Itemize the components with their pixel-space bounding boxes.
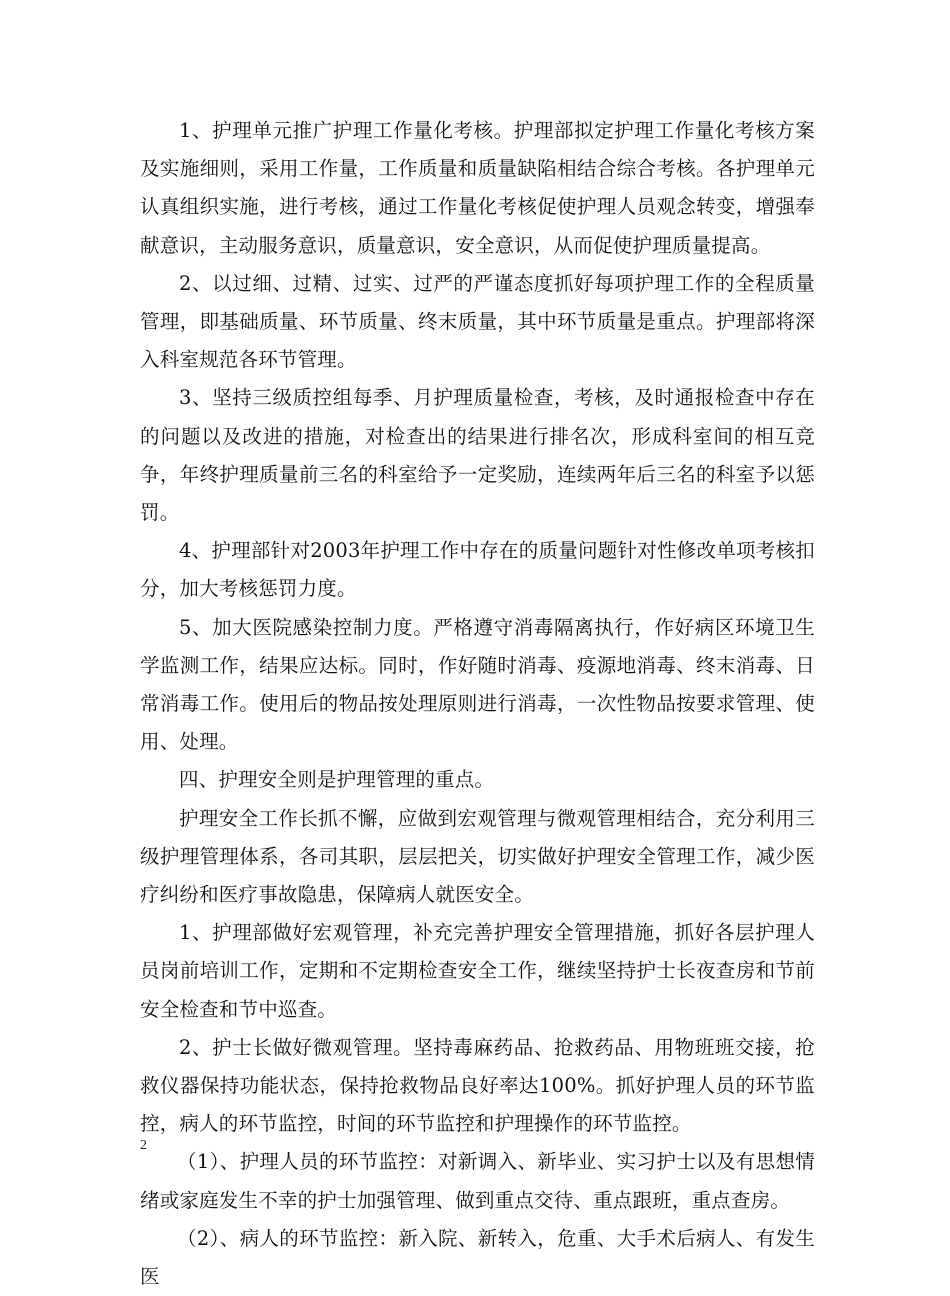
paragraph-1: 1、护理单元推广护理工作量化考核。护理部拟定护理工作量化考核方案及实施细则，采用工作量，工作质量和质量缺陷相结合综合考核。各护理单元认真组织实施，进行考核，通过工作量化考核促使护理人员观念转变，增强奉献意识，主动服务意识，质量意识，安全意识，从而促使护理质量提高。: [140, 119, 815, 257]
paragraph-9: 2、护士长做好微观管理。坚持毒麻药品、抢救药品、用物班班交接，抢救仪器保持功能状态，保持抢救物品良好率达100%。抓好护理人员的环节监控，病人的环节监控，时间的环节监控和护理操作的环节监控。: [140, 1035, 815, 1136]
paragraph-11: （2）、病人的环节监控：新入院、新转入，危重、大手术后病人、有发生医: [140, 1226, 815, 1289]
paragraph-5: 5、加大医院感染控制力度。严格遵守消毒隔离执行，作好病区环境卫生学监测工作，结果应达标。同时，作好随时消毒、疫源地消毒、终末消毒、日常消毒工作。使用后的物品按处理原则进行消毒，一次性物品按要求管理、使用、处理。: [140, 615, 815, 754]
paragraph-7: 护理安全工作长抓不懈，应做到宏观管理与微观管理相结合，充分利用三级护理管理体系，各司其职，层层把关，切实做好护理安全管理工作，减少医疗纠纷和医疗事故隐患，保障病人就医安全。: [140, 806, 815, 907]
paragraph-10: （1）、护理人员的环节监控：对新调入、新毕业、实习护士以及有思想情绪或家庭发生不幸的护士加强管理、做到重点交待、重点跟班，重点查房。: [140, 1150, 815, 1212]
paragraph-4: 4、护理部针对2003年护理工作中存在的质量问题针对性修改单项考核扣分，加大考核惩罚力度。: [140, 539, 815, 601]
paragraph-8: 1、护理部做好宏观管理，补充完善护理安全管理措施，抓好各层护理人员岗前培训工作，定期和不定期检查安全工作，继续坚持护士长夜查房和节前安全检查和节中巡查。: [140, 921, 815, 1021]
paragraph-3: 3、坚持三级质控组每季、月护理质量检查，考核，及时通报检查中存在的问题以及改进的措施，对检查出的结果进行排名次，形成科室间的相互竞争，年终护理质量前三名的科室给予一定奖励，连续两年后三名的科室予以惩罚。: [140, 386, 815, 525]
page-number: 2: [140, 1138, 147, 1153]
section-heading: 四、护理安全则是护理管理的重点。: [179, 768, 495, 792]
document-body: [140, 112, 815, 1296]
paragraph-2: 2、以过细、过精、过实、过严的严谨态度抓好每项护理工作的全程质量管理，即基础质量、环节质量、终末质量，其中环节质量是重点。护理部将深入科室规范各环节管理。: [140, 271, 815, 372]
